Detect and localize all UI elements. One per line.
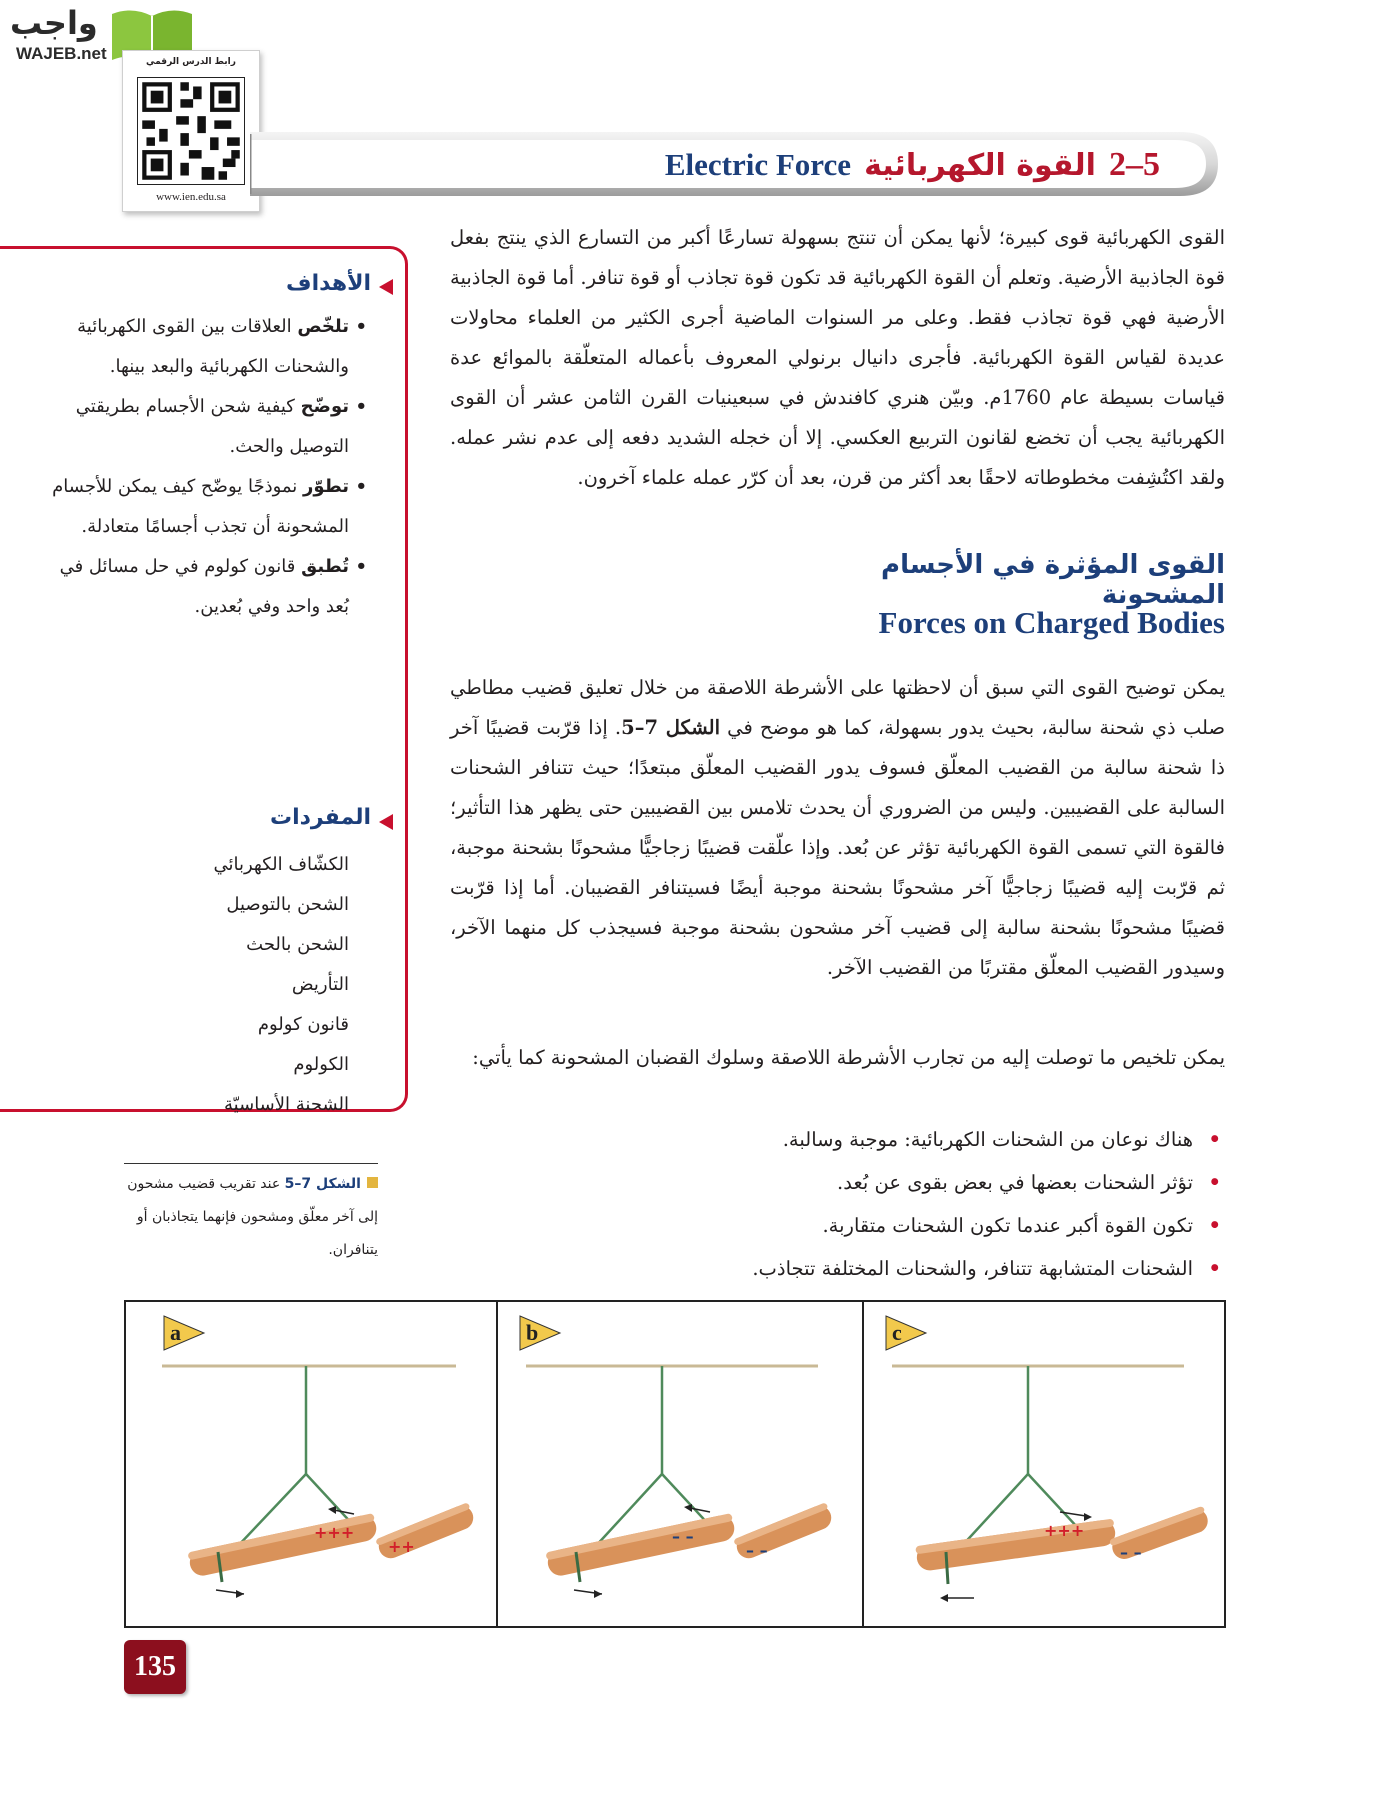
bullet-icon: • bbox=[355, 476, 367, 497]
objectives-heading: الأهداف bbox=[286, 271, 371, 296]
panel-tag: c bbox=[892, 1320, 902, 1345]
objective-item: • تُطبق قانون كولوم في حل مسائل في بُعد واحد وفي بُعدين. bbox=[49, 547, 349, 627]
charge-label: – – bbox=[672, 1527, 694, 1546]
subsection-heading-arabic: القوى المؤثرة في الأجسام المشحونة bbox=[881, 550, 1225, 610]
panel-tag: a bbox=[170, 1320, 181, 1345]
objectives-list bbox=[49, 307, 367, 627]
paragraph-text: يمكن توضيح القوى التي سبق أن لاحظتها على الأشرطة اللاصقة من خلال تعليق قضيب مطاطي صلب ذي شحنة سالبة، بحيث يدور بسهولة، كما هو موضح في bbox=[450, 676, 1226, 739]
vocabulary-heading: المفردات bbox=[269, 805, 371, 830]
charge-label: ++ bbox=[388, 1537, 415, 1556]
page-number: 135 bbox=[124, 1640, 186, 1694]
objective-item: • تطوّر نموذجًا يوضّح كيف يمكن للأجسام المشحونة أن تجذب أجسامًا متعادلة. bbox=[49, 467, 349, 547]
bullet-icon: • bbox=[355, 556, 367, 577]
intro-paragraph: القوى الكهربائية قوى كبيرة؛ لأنها يمكن أن تنتج بسهولة تسارعًا أكبر من التسارع الذي ينتج بفعل قوة الجاذبية الأرضية. وتعلم أن القوة الكهربائية قد تكون قوة تجاذب أو قوة تنافر. أما قوة الجاذبية الأرضية فهي قوة تجاذب فقط. وعلى مر السنوات الماضية أجرى الكثير من العلماء محاولات عديدة لقياس القوة الكهربائية. فأجرى دانيال برنولي المعروف بأعماله المتعلّقة بالموائع عدة قياسات بسيطة عام 1760م. وبيّن هنري كافندش في سبعينيات القرن الثامن عشر أن القوى الكهربائية يجب أن تخضع لقانون التربيع العكسي. إلا أن خجله الشديد دفعه إلى عدم نشر عمله. ولقد اكتُشِفت مخطوطاته لاحقًا بعد أكثر من قرن، بعد أن كرّر عمله علماء آخرون. bbox=[450, 226, 1225, 489]
figure-panel-b bbox=[496, 1302, 864, 1626]
bullet-icon: • bbox=[355, 316, 367, 337]
forces-paragraph bbox=[450, 668, 1225, 988]
vocab-item: الشحنة الأساسيّة bbox=[224, 1094, 349, 1115]
section-title-english: Electric Force bbox=[664, 147, 852, 182]
list-item: • تؤثر الشحنات بعضها في بعض بقوى عن بُعد. bbox=[450, 1161, 1225, 1204]
figure-caption bbox=[124, 1163, 378, 1267]
list-item: • هناك نوعان من الشحنات الكهربائية: موجبة وسالبة. bbox=[450, 1118, 1225, 1161]
section-title bbox=[665, 146, 1160, 184]
bullet-icon: • bbox=[355, 396, 367, 417]
vocab-item: قانون كولوم bbox=[257, 1014, 349, 1035]
figure-panel-c bbox=[862, 1302, 1226, 1626]
caption-text: عند تقريب قضيب مشحون إلى آخر معلّق ومشحون فإنهما يتجاذبان أو يتنافران. bbox=[127, 1176, 378, 1258]
qr-url: www.ien.edu.sa bbox=[156, 191, 226, 203]
rods-illustration bbox=[864, 1302, 1226, 1626]
triangle-arrow-icon bbox=[379, 279, 393, 295]
section-number: 5–2 bbox=[1109, 146, 1160, 183]
list-item: • تكون القوة أكبر عندما تكون الشحنات متقاربة. bbox=[450, 1204, 1225, 1247]
bullet-icon: • bbox=[1208, 1214, 1221, 1237]
caption-marker-icon bbox=[367, 1177, 378, 1188]
figure-panel-a bbox=[126, 1302, 496, 1626]
bullet-icon: • bbox=[1208, 1128, 1221, 1151]
vocab-item: الشحن بالحث bbox=[246, 934, 349, 955]
objective-item: • تلخّص العلاقات بين القوى الكهربائية والشحنات الكهربائية والبعد بينها. bbox=[49, 307, 349, 387]
figure-charged-rods bbox=[124, 1300, 1226, 1628]
bullet-icon: • bbox=[1208, 1171, 1221, 1194]
logo-subtext: WAJEB.net bbox=[16, 44, 107, 63]
list-item: • الشحنات المتشابهة تتنافر، والشحنات المختلفة تتجاذب. bbox=[450, 1247, 1225, 1290]
vocab-item: التأريض bbox=[291, 974, 349, 995]
summary-paragraph: يمكن تلخيص ما توصلت إليه من تجارب الأشرطة اللاصقة وسلوك القضبان المشحونة كما يأتي: bbox=[472, 1046, 1225, 1069]
panel-tag: b bbox=[526, 1320, 539, 1345]
charge-label: – – bbox=[746, 1541, 768, 1560]
objective-item: • توضّح كيفية شحن الأجسام بطريقتي التوصيل والحث. bbox=[49, 387, 349, 467]
subsection-heading-english: Forces on Charged Bodies bbox=[878, 605, 1225, 640]
paragraph-text: . إذا قرّبت قضيبًا آخر ذا شحنة سالبة من القضيب المعلّق فسوف يدور القضيب المعلّق مبتعدًا؛ حيث تتنافر الشحنات السالبة على القضيبين. وليس من الضروري أن يحدث تلامس بين القضيبين حتى يظهر هذا التأثير؛ فالقوة التي تسمى القوة الكهربائية تؤثر عن بُعد. وإذا علّقت قضيبًا زجاجيًّا مشحونًا بشحنة موجبة، ثم قرّبت إليه قضيبًا زجاجيًّا آخر مشحونًا بشحنة موجبة أيضًا فسيتنافر القضيبان. أما إذا قرّبت قضيبًا مشحونًا بشحنة سالبة إلى قضيب آخر مشحون بشحنة موجبة فسيجذب كل منهما الآخر، وسيدور القضيب المعلّق مقتربًا من القضيب الآخر. bbox=[450, 716, 1225, 979]
qr-code-icon[interactable] bbox=[137, 77, 245, 185]
rods-illustration bbox=[498, 1302, 864, 1626]
vocab-item: الكشّاف الكهربائي bbox=[213, 854, 349, 875]
vocab-item: الكولوم bbox=[293, 1054, 349, 1075]
figure-label: الشكل 7–5 bbox=[284, 1176, 361, 1192]
vocab-item: الشحن بالتوصيل bbox=[226, 894, 349, 915]
section-title-arabic: القوة الكهربائية bbox=[864, 148, 1096, 183]
charge-label: +++ bbox=[1044, 1521, 1085, 1540]
qr-caption: رابط الدرس الرقمي bbox=[146, 57, 236, 67]
panel-label-a bbox=[164, 1316, 206, 1350]
bullet-icon: • bbox=[1208, 1257, 1221, 1280]
triangle-arrow-icon bbox=[379, 814, 393, 830]
title-banner bbox=[250, 130, 1220, 198]
logo-text: واجب bbox=[10, 4, 98, 42]
charge-label: +++ bbox=[314, 1523, 355, 1542]
summary-bullet-list bbox=[450, 1118, 1225, 1290]
objectives-sidebar bbox=[0, 246, 408, 1115]
figure-reference-link[interactable]: الشكل 7–5 bbox=[621, 716, 721, 739]
vocabulary-list bbox=[49, 845, 349, 1125]
charge-label: – – bbox=[1120, 1543, 1142, 1562]
qr-card[interactable] bbox=[122, 50, 260, 212]
rods-illustration bbox=[126, 1302, 496, 1626]
